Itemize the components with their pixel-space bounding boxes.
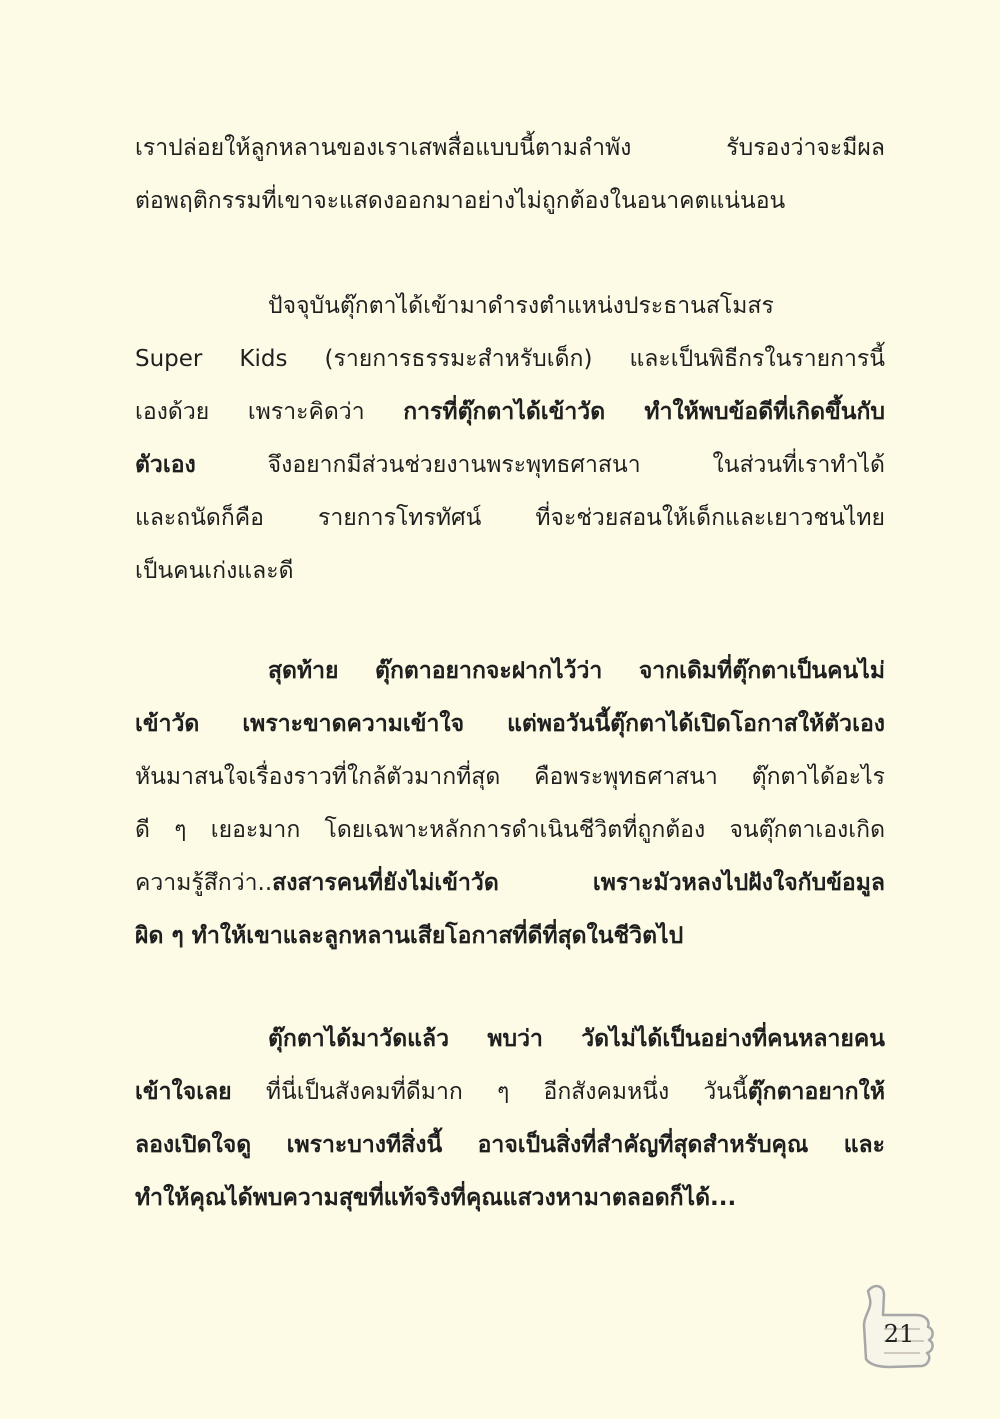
text-span: ต่อพฤติกรรมที่เขาจะแสดงออกมาอย่างไม่ถูกต้องในอนาคตแน่นอน: [135, 188, 786, 214]
bold-text-span: ทำให้คุณได้พบความสุขที่แท้จริงที่คุณแสวงหามาตลอดก็ได้...: [135, 1185, 737, 1211]
bold-text-span: ผิด ๆ ทำให้เขาและลูกหลานเสียโอกาสที่ดีที่สุดในชีวิตไป: [135, 923, 684, 949]
text-line: [135, 1172, 885, 1225]
bold-text-span: เข้าใจเลย: [135, 1079, 232, 1105]
text-span: เราปล่อยให้ลูกหลานของเราเสพสื่อแบบนี้ตามลำพัง รับรองว่าจะมีผล: [135, 135, 885, 161]
text-line: [135, 910, 885, 963]
text-span: เองด้วย เพราะคิดว่า: [135, 399, 404, 425]
text-line: [135, 1119, 885, 1172]
bold-text-span: ตุ๊กตาได้มาวัดแล้ว พบว่า วัดไม่ได้เป็นอย่างที่คนหลายคน: [268, 1026, 885, 1052]
bold-text-span: สุดท้าย ตุ๊กตาอยากจะฝากไว้ว่า จากเดิมที่ตุ๊กตาเป็นคนไม่: [268, 658, 885, 684]
text-span: ปัจจุบันตุ๊กตาได้เข้ามาดำรงตำแหน่งประธานสโมสร: [268, 293, 774, 319]
text-line: [135, 645, 885, 698]
text-span: ความรู้สึกว่า..: [135, 870, 273, 896]
text-line: [135, 439, 885, 492]
paragraph-2: [135, 280, 885, 598]
text-span: ที่นี่เป็นสังคมที่ดีมาก ๆ อีกสังคมหนึ่ง วันนี้: [231, 1079, 748, 1105]
text-line: [135, 804, 885, 857]
page-number: 21: [883, 1320, 915, 1348]
text-line: [135, 698, 885, 751]
bold-text-span: ลองเปิดใจดู เพราะบางทีสิ่งนี้ อาจเป็นสิ่งที่สำคัญที่สุดสำหรับคุณ และ: [135, 1132, 885, 1158]
text-span: จึงอยากมีส่วนช่วยงานพระพุทธศาสนา ในส่วนที่เราทำได้: [195, 452, 885, 478]
text-span: หันมาสนใจเรื่องราวที่ใกล้ตัวมากที่สุด คือพระพุทธศาสนา ตุ๊กตาได้อะไร: [135, 764, 885, 790]
text-line: [135, 857, 885, 910]
bold-text-span: สงสารคนที่ยังไม่เข้าวัด เพราะมัวหลงไปฝังใจกับข้อมูล: [272, 870, 885, 896]
text-line: [135, 122, 885, 175]
text-line: [135, 1013, 885, 1066]
paragraph-1: [135, 122, 885, 228]
text-line: [135, 492, 885, 545]
bold-text-span: ตุ๊กตาอยากให้: [747, 1079, 885, 1105]
text-line: [135, 545, 885, 598]
bold-text-span: ตัวเอง: [135, 452, 196, 478]
text-span: และถนัดก็คือ รายการโทรทัศน์ ที่จะช่วยสอนให้เด็กและเยาวชนไทย: [135, 505, 885, 531]
text-span: ดี ๆ เยอะมาก โดยเฉพาะหลักการดำเนินชีวิตที่ถูกต้อง จนตุ๊กตาเองเกิด: [135, 817, 885, 843]
text-span: Super Kids (รายการธรรมะสำหรับเด็ก) และเป็นพิธีกรในรายการนี้: [135, 346, 885, 372]
text-line: [135, 751, 885, 804]
text-line: [135, 1066, 885, 1119]
text-span: เป็นคนเก่งและดี: [135, 558, 294, 584]
text-line: [135, 175, 885, 228]
text-line: [135, 333, 885, 386]
paragraph-3: [135, 645, 885, 963]
bold-text-span: เข้าวัด เพราะขาดความเข้าใจ แต่พอวันนี้ตุ๊กตาได้เปิดโอกาสให้ตัวเอง: [135, 711, 885, 737]
bold-text-span: การที่ตุ๊กตาได้เข้าวัด ทำให้พบข้อดีที่เกิดขึ้นกับ: [403, 399, 885, 425]
paragraph-4: [135, 1013, 885, 1225]
text-line: [135, 280, 885, 333]
text-line: [135, 386, 885, 439]
